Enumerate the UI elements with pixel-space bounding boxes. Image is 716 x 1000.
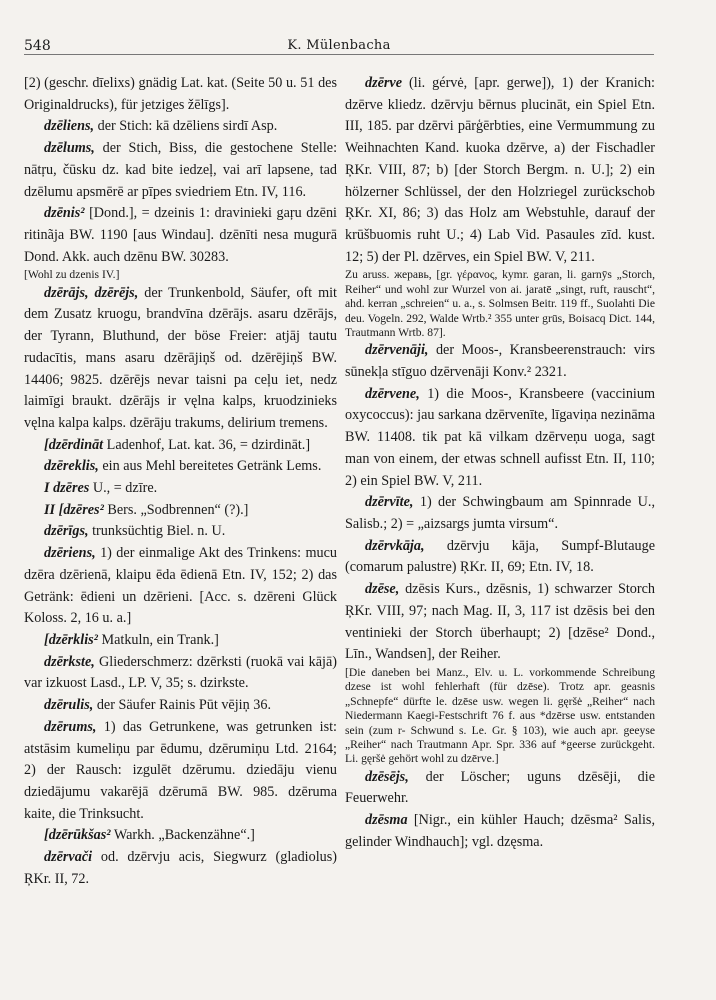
definition: der Trunkenbold, Säufer, oft mit dem Zusatz kruogu, brandvīna dzērājs. asaru dzērājs, der Tyrann, Bluthund, der böse Freier: atjāj tautu rudacītis, mans asaru dzērājiņš od. dzērējiņš BW. 14406; 9825. dzērējs nevar taisni pa ceļu iet, nedz laimīgi braukt. dzērājs ir vęlna kalps, kruodzinieks vęlna kalpa kalps. dzērāju trakums, delirium tremens. bbox=[24, 284, 337, 431]
headword: dzēliens, bbox=[44, 118, 95, 135]
definition: [Nigr., ein kühler Hauch; dzēsma² Salis, gelinder Windhauch]; vgl. dzęsma. bbox=[345, 812, 656, 850]
headword: dzērums, bbox=[44, 718, 97, 735]
headword: dzēlums, bbox=[44, 140, 95, 157]
headword: dzērājs, dzērējs, bbox=[44, 284, 139, 301]
dictionary-entry bbox=[24, 717, 337, 826]
headword: dzēse, bbox=[365, 581, 400, 598]
etymology-note: [Die daneben bei Manz., Elv. u. L. vorkommende Schreibung dzese ist wohl fehlerhaft (für dzēse). Trotz apr. geasnis „Schnepfe“ dürfte le. dzēse usw. wegen li. gęršė „Reiher“ nach Niedermann Kaegi-Festschrift 76 f. aus *dzērse usw. entstanden sein (zum r- Schwund s. Le. Gr. § 103), wie auch apr. geeyse „Reiher“ nach Trautmann Apr. Spr. 336 auf *geerse zurückgeht. Li. gęršė gehört wohl zu dzērve.] bbox=[345, 665, 655, 766]
definition: dzērvju kāja, Sumpf-Blutauge (comarum palustre) ŖKr. II, 69; Etn. IV, 18. bbox=[345, 537, 655, 576]
headword: dzērulis, bbox=[44, 697, 94, 714]
dictionary-entry bbox=[24, 630, 337, 652]
dictionary-entry bbox=[24, 456, 337, 478]
dictionary-entry bbox=[345, 340, 655, 383]
headword: [dzērūkšas² bbox=[44, 827, 111, 844]
dictionary-entry bbox=[345, 73, 655, 268]
dictionary-entry bbox=[24, 847, 337, 890]
headword: dzērvenāji, bbox=[365, 342, 429, 359]
definition: (li. gérvė, [apr. gerwe]), 1) der Kranich: dzērve kliedz. dzērvju bērnus plucināt, ein Spiel Etn. III, 185. par dzērvi pārģērbties, eine Vermummung zu Weihnachten Kand. kuoka dzērve, a) der Fischadler ŖKr. VIII, 87; b) [der Storch Bergm. n. U.]; 2) ein hölzerner Schlüssel, der den Holzriegel zurückschob ŖKr. XI, 86; 3) das Holz am Webstuhle, darauf der krūšbuomis ruht U.; 4) Lab Vid. Pasaules zīd. kust. 12; 5) der Pl. dzērves, ein Spiel BW. V, 211. bbox=[345, 75, 655, 265]
dictionary-entry bbox=[24, 283, 337, 435]
headword: dzēnis² bbox=[44, 205, 85, 222]
dictionary-entry bbox=[24, 500, 337, 522]
definition: Warkh. „Backenzähne“.] bbox=[113, 827, 255, 844]
headword: dzērvīte, bbox=[365, 494, 414, 511]
definition: 1) der Schwingbaum am Spinnrade U., Salisb.; 2) = „aizsargs jumta virsum“. bbox=[345, 494, 656, 532]
dictionary-entry bbox=[345, 384, 655, 493]
dictionary-entry bbox=[24, 695, 337, 717]
definition: [2) (geschr. dīelixs) gnädig Lat. kat. (Seite 50 u. 51 des Originaldrucks), für jetziges žēlīgs]. bbox=[24, 75, 337, 113]
headword: dzēsma bbox=[365, 812, 408, 829]
dictionary-entry bbox=[24, 478, 337, 500]
definition: dzēsis Kurs., dzēsnis, 1) schwarzer Storch ŖKr. VIII, 97; nach Mag. II, 3, 117 ist dzēsis bei den ventinieki der Storch überhaupt; 2) [dzēse² Dond., Līn., Wandsen], der Reiher. bbox=[345, 581, 655, 663]
definition: ein aus Mehl bereitetes Getränk Lems. bbox=[102, 458, 322, 475]
right-column bbox=[345, 73, 655, 854]
left-column bbox=[24, 73, 337, 890]
definition: 1) die Moos-, Kransbeere (vaccinium oxycoccus): jau sarkana dzērvenīte, līgaviņa nezināma BW. 11408. tik pat kā vilkam dzērveņu uoga, sagt man von einem, der etwas schnell aufisst Etn. II, 110; 2) ein Spiel BW. V, 211. bbox=[345, 385, 656, 489]
dictionary-entry bbox=[24, 521, 337, 543]
headword: dzērvači bbox=[44, 849, 93, 866]
definition: Bers. „Sodbrennen“ (?).] bbox=[107, 501, 249, 518]
headword: dzērkste, bbox=[44, 653, 95, 670]
dictionary-entry bbox=[24, 543, 337, 630]
dictionary-entry bbox=[24, 116, 337, 138]
definition: der Löscher; uguns dzēsēji, die Feuerwehr. bbox=[345, 768, 656, 807]
definition: Gliederschmerz: dzērksti (ruokā vai kājā) var izkuost Lasd., LP. V, 35; s. dzirkste. bbox=[24, 653, 337, 692]
headword: dzērvene, bbox=[365, 385, 420, 402]
headword: II [dzēres² bbox=[44, 501, 104, 518]
page-header bbox=[24, 38, 654, 55]
dictionary-entry bbox=[24, 825, 337, 847]
headword: [dzērdināt bbox=[44, 436, 104, 453]
dictionary-entry bbox=[24, 203, 337, 268]
dictionary-entry bbox=[24, 652, 337, 695]
dictionary-entry bbox=[345, 767, 655, 810]
headword: dzēriens, bbox=[44, 545, 96, 562]
definition: Ladenhof, Lat. kat. 36, = dzirdināt.] bbox=[106, 436, 311, 453]
headword: dzēsējs, bbox=[365, 768, 409, 785]
definition: U., = dzīre. bbox=[92, 480, 158, 497]
definition: der Moos-, Kransbeerenstrauch: virs sūnekļa stīguo dzērvenāji Konv.² 2321. bbox=[345, 342, 656, 381]
dictionary-entry bbox=[24, 138, 337, 203]
definition: od. dzērvju acis, Siegwurz (gladiolus) ŖKr. II, 72. bbox=[24, 849, 337, 887]
etymology-note: [Wohl zu dzenis IV.] bbox=[24, 268, 120, 282]
running-head: K. Mülenbacha bbox=[287, 38, 391, 53]
headword: dzēreklis, bbox=[44, 458, 99, 475]
definition: der Säufer Rainis Pūt vējiņ 36. bbox=[96, 697, 271, 714]
page-number: 548 bbox=[24, 38, 51, 54]
definition: trunksüchtig Biel. n. U. bbox=[92, 523, 226, 540]
dictionary-entry bbox=[345, 536, 655, 579]
headword: dzērīgs, bbox=[44, 523, 89, 540]
dictionary-entry bbox=[24, 435, 337, 457]
dictionary-entry bbox=[345, 579, 655, 666]
headword: dzērve bbox=[365, 75, 403, 91]
headword: I dzēres bbox=[44, 480, 90, 497]
definition: Matkuln, ein Trank.] bbox=[101, 631, 219, 648]
definition: 1) der einmalige Akt des Trinkens: mucu dzēra dzērienā, klaipu ēda ēdienā Etn. IV, 152; 2) das Getränk: ēdieni un dzērieni. [Acc. s. dzēreni Glück Koloss. 2, 16 u. a.] bbox=[24, 545, 338, 627]
dictionary-entry bbox=[345, 492, 655, 535]
definition: 1) das Getrunkene, was getrunken ist: atstāsim kumeliņu par ēdumu, dzērumiņu Ltd. 2164; 2) der Rausch: izgulēt dzērumu. dziedāju vienu dziedājumu vakarējā dzērumā BW. 985. dzēruma kaite, die Trinksucht. bbox=[24, 718, 337, 822]
dictionary-entry bbox=[24, 73, 337, 116]
headword: [dzērklis² bbox=[44, 631, 98, 648]
headword: dzērvkāja, bbox=[365, 537, 425, 554]
definition: der Stich: kā dzēliens sirdī Asp. bbox=[97, 118, 278, 135]
dictionary-entry bbox=[345, 810, 655, 853]
definition: [Dond.], = dzeinis 1: dravinieki gaŗu dzēni ritinãja BW. 1190 [aus Windau]. dzēnīti nesa mugurā Dond. Akk. auch dzēnu BW. 30283. bbox=[24, 205, 337, 265]
etymology-note: Zu aruss. жеравь, [gr. γέρανος, kymr. garan, li. garnȳs „Storch, Reiher“ und wohl zur Wurzel von ai. jaratē „singt, ruft, rauscht“, ahd. kerran „schreien“ u. a., s. Solmsen Beitr. 119 ff., Suolahti Die deu. Vogeln. 292, Walde Wrtb.² 355 unter grūs, Boisacq Dict. 144, Trautmann Wrtb. 87]. bbox=[345, 268, 655, 339]
definition: der Stich, Biss, die gestochene Stelle: nātŗu, čūsku dz. kad bite iedzeļ, vai arī lapsene, tad dzēlumu apsmērē ar pīpes sviedriem Etn. IV, 116. bbox=[24, 140, 338, 200]
